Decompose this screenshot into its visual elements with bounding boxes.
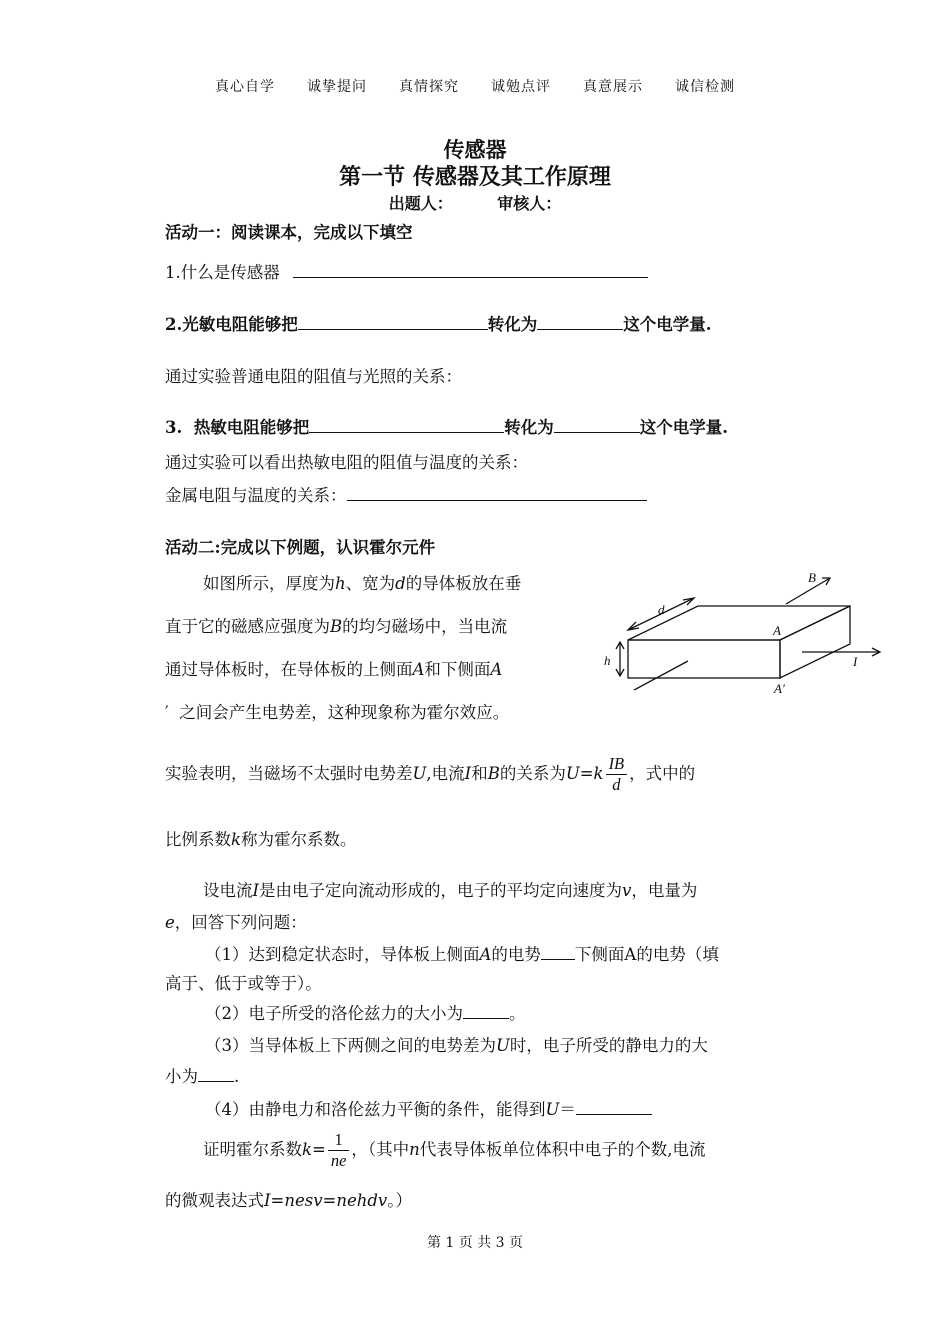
part3-line2	[165, 1063, 239, 1087]
proof-line1	[203, 1130, 706, 1171]
plate-right-face	[780, 606, 850, 678]
var-k: k	[231, 830, 241, 849]
page-footer: 第 1 页 共 3 页	[426, 1235, 524, 1251]
para1-line1	[203, 570, 521, 594]
var-A: A	[412, 660, 425, 679]
fraction-1-over-ne	[328, 1130, 350, 1171]
formula-prefix: U=k	[565, 764, 604, 783]
experiment-line1	[165, 754, 695, 795]
q3-text-b: 转化为	[504, 418, 554, 437]
para1-line4: ′ 之间会产生电势差，这种现象称为霍尔效应。	[165, 703, 510, 722]
setup-line2	[165, 909, 307, 933]
text: 小为	[165, 1067, 198, 1086]
text: ，电量为	[631, 881, 698, 900]
var-U: U	[412, 764, 427, 783]
var-n: n	[409, 1140, 420, 1159]
text: 的导体板放在垂	[405, 574, 522, 593]
text: 的均匀磁场中，当电流	[342, 617, 508, 636]
fraction-IB-over-d	[606, 754, 628, 795]
question-2	[165, 311, 711, 335]
q2-text-a: 2.光敏电阻能够把	[165, 315, 298, 334]
plate-front-face	[628, 640, 780, 678]
text: 下侧面A的电势（填	[574, 945, 719, 964]
var-A: A	[479, 945, 492, 964]
text: 的微观表达式	[165, 1191, 264, 1210]
var-I: I	[464, 764, 472, 783]
motto-4: 诚勉点评	[491, 79, 551, 95]
part2-blank[interactable]	[463, 1002, 509, 1019]
var-h: h	[335, 574, 346, 593]
text: 实验表明，当磁场不太强时电势差	[165, 764, 413, 783]
text: 设电流	[203, 881, 253, 900]
label-I: I	[853, 654, 858, 669]
text: 如图所示，厚度为	[203, 574, 335, 593]
part3-blank[interactable]	[198, 1065, 234, 1082]
formula-k: k=	[302, 1140, 326, 1159]
motto-6: 诚信检测	[675, 79, 735, 95]
activity2-heading: 活动二:完成以下例题，认识霍尔元件	[165, 538, 436, 557]
numerator: 1	[334, 1130, 343, 1149]
text: 和	[471, 764, 488, 783]
proof-line2	[165, 1187, 412, 1211]
text: 代表导体板单位体积中电子的个数,电流	[419, 1140, 706, 1159]
part4	[205, 1096, 652, 1120]
field-line	[634, 661, 688, 690]
text: .	[234, 1067, 240, 1086]
text: 时，电子所受的静电力的大	[509, 1036, 708, 1055]
denominator: d	[606, 774, 628, 795]
q3-note-2	[165, 482, 647, 506]
label-h: h	[604, 653, 611, 668]
var-B: B	[330, 617, 343, 636]
part1-line2: 高于、低于或等于）。	[165, 974, 322, 993]
question-1	[165, 259, 648, 283]
text: ，（其中	[351, 1140, 410, 1159]
text: 、宽为	[345, 574, 396, 593]
header-mottos	[0, 76, 950, 96]
text: 直于它的磁感应强度为	[165, 617, 330, 636]
experiment-line2	[165, 826, 357, 850]
text: ,电流	[426, 764, 465, 783]
part2	[205, 1000, 526, 1024]
q2-text-c: 这个电学量.	[623, 315, 712, 334]
text: （1）达到稳定状态时，导体板上侧面	[205, 945, 480, 964]
part1-line1	[205, 941, 719, 965]
question-3	[165, 414, 728, 438]
denominator: ne	[328, 1150, 350, 1171]
q2-note: 通过实验普通电阻的阻值与光照的关系：	[165, 367, 462, 386]
q3-note-1: 通过实验可以看出热敏电阻的阻值与温度的关系：	[165, 453, 528, 472]
label-d: d	[658, 602, 665, 617]
q3-blank-2[interactable]	[554, 416, 640, 433]
q2-blank-2[interactable]	[537, 313, 623, 330]
q1-blank[interactable]	[293, 261, 648, 278]
var-A: A	[490, 660, 503, 679]
part4-blank[interactable]	[576, 1098, 652, 1115]
text: 是由电子定向流动形成的，电子的平均定向速度为	[259, 881, 623, 900]
q3-text-a: 3. 热敏电阻能够把	[165, 418, 310, 437]
part1-blank[interactable]	[541, 943, 575, 960]
var-B: B	[487, 764, 500, 783]
label-A-prime: A′	[774, 681, 785, 696]
d-arrow-head-right	[683, 598, 694, 605]
text: ，回答下列问题：	[174, 913, 307, 932]
q2-blank-1[interactable]	[298, 313, 488, 330]
text: 的电势	[491, 945, 541, 964]
text: 。）	[387, 1191, 413, 1210]
chapter-title: 传感器	[443, 137, 507, 162]
text: 通过导体板时，在导体板的上侧面	[165, 660, 413, 679]
text: 。	[509, 1004, 526, 1023]
label-B: B	[808, 570, 816, 585]
para1-line3	[165, 656, 502, 680]
text: （2）电子所受的洛伦兹力的大小为	[205, 1004, 463, 1023]
var-e: e	[165, 913, 175, 932]
text: 的关系为	[499, 764, 566, 783]
motto-3: 真情探究	[399, 79, 459, 95]
part3-line1	[205, 1032, 708, 1056]
para1-line2	[165, 613, 507, 637]
var-U: U	[545, 1100, 560, 1119]
text: 称为霍尔系数。	[241, 830, 357, 849]
var-v: v	[622, 881, 632, 900]
text: （4）由静电力和洛伦兹力平衡的条件，能得到	[205, 1100, 546, 1119]
setup-line1	[203, 877, 697, 901]
q1-label: 1.什么是传感器	[165, 263, 280, 282]
hall-effect-figure	[598, 568, 890, 703]
authors-line: 出题人： 审核人：	[388, 194, 562, 213]
q2-text-b: 转化为	[487, 315, 538, 334]
var-U: U	[496, 1036, 510, 1055]
motto-5: 真意展示	[583, 79, 643, 95]
motto-2: 诚挚提问	[307, 79, 367, 95]
var-d: d	[395, 574, 406, 593]
q3-note-2-text: 金属电阻与温度的关系：	[165, 486, 347, 505]
label-A: A	[773, 623, 781, 638]
q3-text-c: 这个电学量.	[639, 418, 728, 437]
q3-blank-1[interactable]	[309, 416, 504, 433]
text: 证明霍尔系数	[203, 1140, 302, 1159]
motto-1: 真心自学	[215, 79, 275, 95]
text: 和下侧面	[424, 660, 491, 679]
var-I: I	[252, 881, 260, 900]
text: 比例系数	[165, 830, 231, 849]
text: ，式中的	[629, 764, 696, 783]
section-title: 第一节 传感器及其工作原理	[339, 164, 611, 190]
activity1-heading: 活动一：阅读课本，完成以下填空	[165, 223, 413, 242]
numerator: IB	[608, 754, 625, 773]
text: （3）当导体板上下两侧之间的电势差为	[205, 1036, 496, 1055]
q3-note-2-blank[interactable]	[347, 484, 647, 501]
formula-current: I=nesv=nehdv	[264, 1191, 388, 1210]
text: ＝	[559, 1100, 576, 1119]
